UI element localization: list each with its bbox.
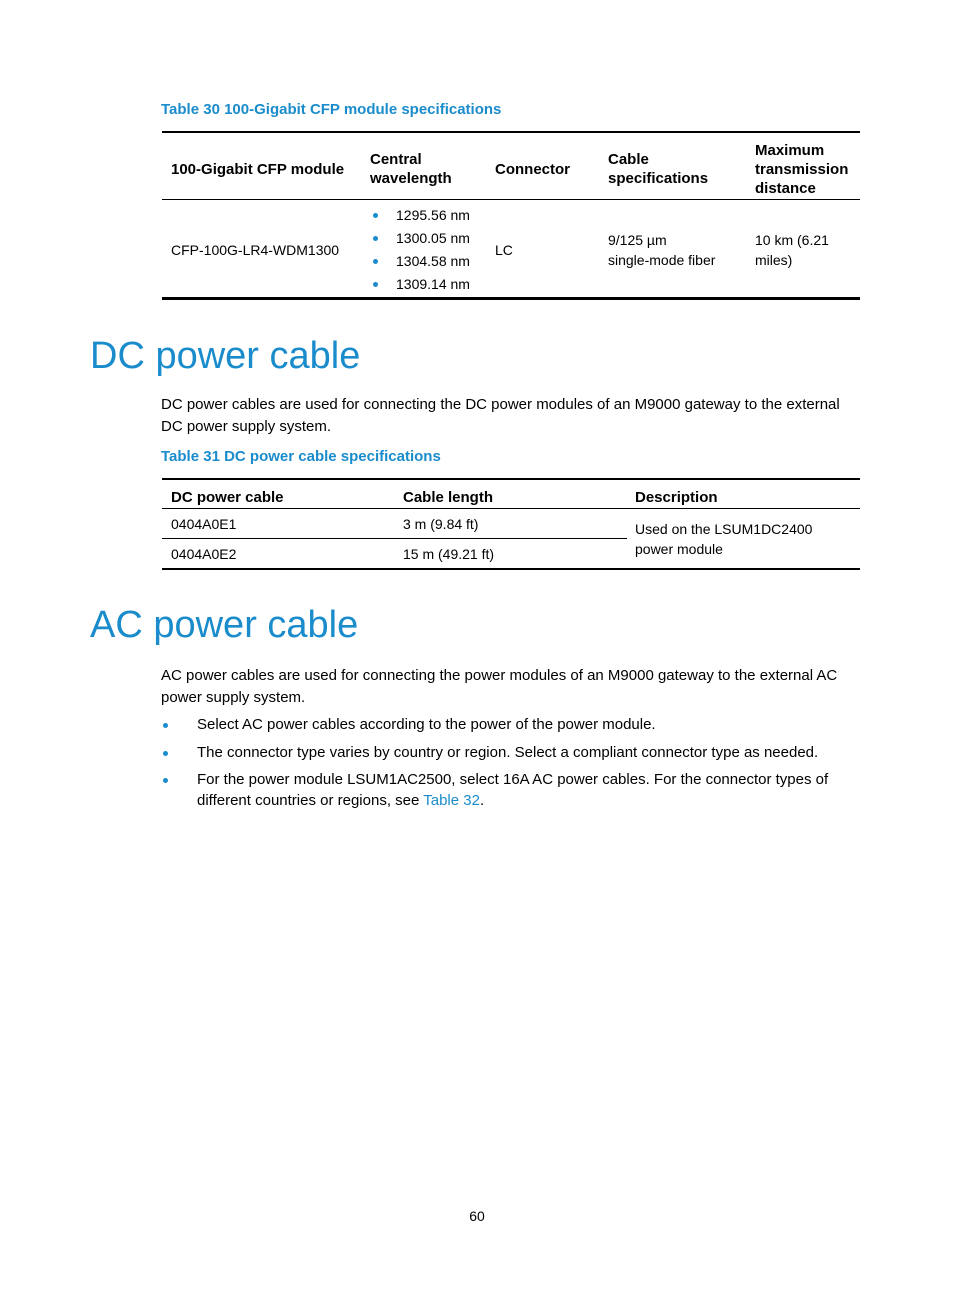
bullet-icon <box>373 282 378 287</box>
table30-cell-cable <box>608 230 715 270</box>
list-item <box>370 250 490 273</box>
list-item <box>161 769 866 813</box>
dc-paragraph-line1: DC power cables are used for connecting the DC power modules of an M9000 gateway to the external <box>161 396 840 413</box>
table30-cell-distance-line1: 10 km (6.21 <box>755 232 829 248</box>
table30-header-cable-line2: specifications <box>608 170 709 187</box>
bullet-text: Select AC power cables according to the power of the power module. <box>197 716 656 733</box>
bullet-text-end: . <box>479 792 485 809</box>
table30-header-distance-line2: transmission <box>755 161 849 178</box>
table30-wavelength-list <box>370 204 490 296</box>
table30-header-rule <box>162 199 860 200</box>
table30-cell-module: CFP-100G-LR4-WDM1300 <box>171 242 340 258</box>
table31-description-line1: Used on the LSUM1DC2400 <box>635 521 813 537</box>
table30-header-cable-line1: Cable <box>608 151 649 168</box>
table31-row1-cable: 0404A0E1 <box>171 516 237 532</box>
table30-cell-connector: LC <box>495 242 513 258</box>
bullet-icon <box>373 259 378 264</box>
table30-header-module: 100-Gigabit CFP module <box>171 161 345 178</box>
dc-paragraph-line2: DC power supply system. <box>161 418 332 435</box>
bullet-text-line1: For the power module LSUM1AC2500, select 16A AC power cables. For the connector types of <box>197 771 829 788</box>
bullet-text-line2 <box>197 790 867 811</box>
table31-row2-length: 15 m (49.21 ft) <box>403 546 495 562</box>
table30-header-distance-line3: distance <box>755 180 816 197</box>
list-item <box>370 204 490 227</box>
dc-section-heading: DC power cable <box>90 335 361 377</box>
table31-bottom-rule <box>162 568 860 570</box>
table30-cell-cable-line2: single-mode fiber <box>608 252 716 268</box>
page-number: 60 <box>469 1208 485 1224</box>
list-item <box>370 273 490 296</box>
table31-description-line2: power module <box>635 541 723 557</box>
table31-top-rule <box>162 478 860 480</box>
ac-section-heading: AC power cable <box>90 604 359 646</box>
table30-cell-cable-line1: 9/125 µm <box>608 232 667 248</box>
table30-header-distance-line1: Maximum <box>755 142 825 159</box>
table31-header-rule <box>162 508 860 509</box>
wavelength-value: 1300.05 nm <box>396 230 470 246</box>
wavelength-value: 1309.14 nm <box>396 276 470 292</box>
table30-cell-distance-line2: miles) <box>755 252 793 268</box>
wavelength-value: 1295.56 nm <box>396 207 470 223</box>
ac-paragraph-line1: AC power cables are used for connecting the power modules of an M9000 gateway to the external AC <box>161 667 838 684</box>
bullet-icon <box>163 778 168 783</box>
table30-top-rule <box>162 131 860 133</box>
table32-link[interactable]: Table 32 <box>423 792 480 809</box>
bullet-text <box>197 769 867 811</box>
table31-description <box>635 519 812 559</box>
table30-header-connector: Connector <box>495 161 570 178</box>
bullet-text: The connector type varies by country or region. Select a compliant connector type as needed. <box>197 744 819 761</box>
table30-header-distance <box>755 141 848 198</box>
bullet-text-prefix: different countries or regions, see <box>197 792 424 809</box>
table31-row-divider <box>162 538 627 539</box>
table31-header-cable: DC power cable <box>171 489 284 506</box>
table30-header-wavelength-line1: Central <box>370 151 422 168</box>
ac-section-paragraph <box>161 665 866 709</box>
table31-row1-length: 3 m (9.84 ft) <box>403 516 479 532</box>
table31-row2-cable: 0404A0E2 <box>171 546 237 562</box>
ac-bullet-list <box>161 714 866 813</box>
wavelength-value: 1304.58 nm <box>396 253 470 269</box>
table30-bottom-rule <box>162 297 860 300</box>
ac-paragraph-line2: power supply system. <box>161 689 306 706</box>
table30-cell-distance <box>755 230 829 270</box>
table30-header-wavelength-line2: wavelength <box>370 170 452 187</box>
bullet-icon <box>163 751 168 756</box>
bullet-icon <box>163 723 168 728</box>
table30-header-wavelength <box>370 150 452 188</box>
list-item <box>161 742 866 769</box>
dc-section-paragraph <box>161 394 866 438</box>
table30-header-cable <box>608 150 708 188</box>
list-item <box>370 227 490 250</box>
table31-caption: Table 31 DC power cable specifications <box>161 448 441 465</box>
bullet-icon <box>373 213 378 218</box>
bullet-icon <box>373 236 378 241</box>
table31-header-description: Description <box>635 489 718 506</box>
list-item <box>161 714 866 742</box>
table30-caption: Table 30 100-Gigabit CFP module specifications <box>161 101 502 118</box>
table31-header-length: Cable length <box>403 489 494 506</box>
